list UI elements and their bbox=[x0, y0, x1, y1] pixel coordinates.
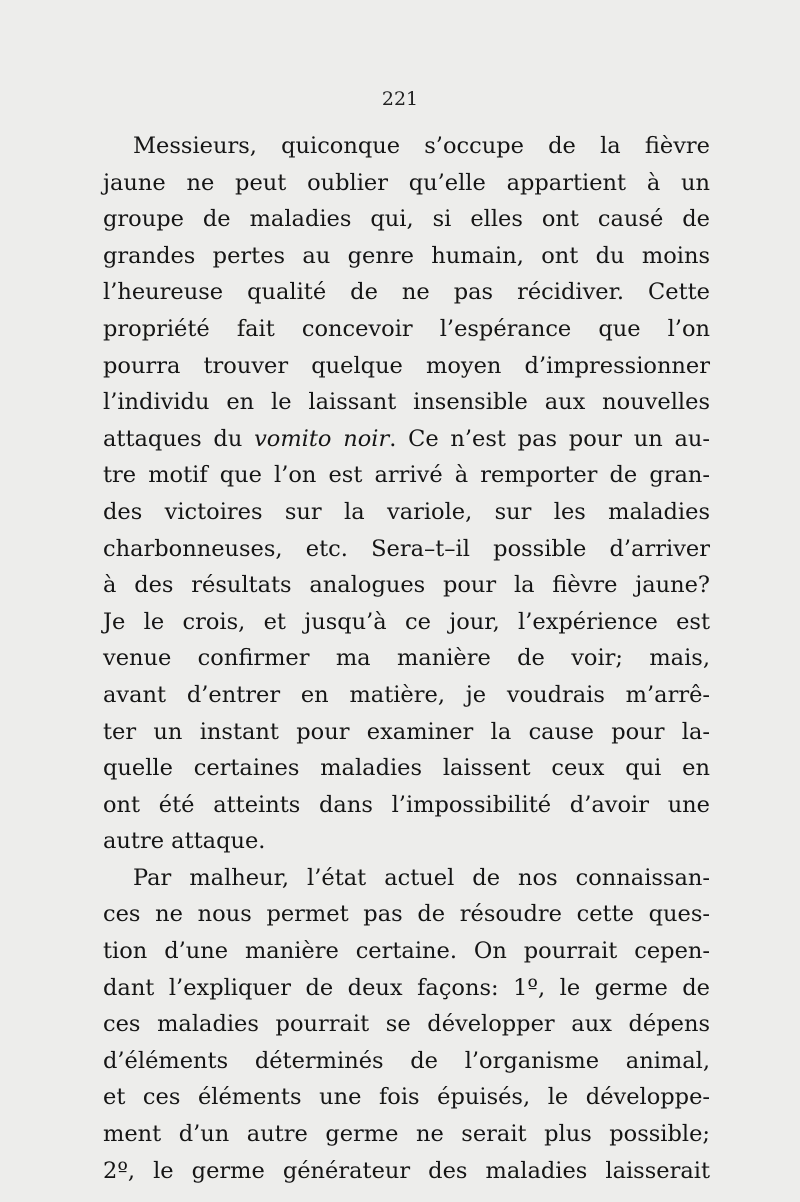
text-line: autre attaque. bbox=[103, 828, 266, 855]
text-line: propriété fait concevoir l’espérance que l’on bbox=[103, 315, 710, 342]
text-line: des victoires sur la variole, sur les maladies bbox=[103, 498, 710, 525]
page-number: 221 bbox=[381, 88, 419, 110]
text-line: l’heureuse qualité de ne pas récidiver. Cette bbox=[103, 279, 710, 306]
body-text bbox=[103, 128, 710, 1189]
text-line: jaune ne peut oublier qu’elle appartient à un bbox=[103, 169, 710, 196]
text-line: pourra trouver quelque moyen d’impressionner bbox=[103, 352, 710, 379]
text-line: groupe de maladies qui, si elles ont causé de bbox=[103, 206, 710, 233]
text-line: grandes pertes au genre humain, ont du moins bbox=[103, 242, 710, 269]
text-line: ont été atteints dans l’impossibilité d’avoir une bbox=[103, 791, 710, 818]
text-line: Par malheur, l’état actuel de nos connaissan- bbox=[133, 864, 710, 891]
text-line: l’individu en le laissant insensible aux nouvelles bbox=[103, 389, 710, 416]
text-line: tre motif que l’on est arrivé à remporter de gran- bbox=[103, 462, 710, 489]
text-line: ment d’un autre germe ne serait plus possible; bbox=[103, 1121, 710, 1148]
text-line: ter un instant pour examiner la cause pour la- bbox=[103, 718, 710, 745]
text-line: ces maladies pourrait se développer aux dépens bbox=[103, 1011, 710, 1038]
text-line: d’éléments déterminés de l’organisme animal, bbox=[103, 1047, 710, 1074]
text-line: tion d’une manière certaine. On pourrait cepen- bbox=[103, 938, 710, 965]
italic-phrase: vomito noir bbox=[254, 425, 390, 452]
text-line: dant l’expliquer de deux façons: 1º, le germe de bbox=[103, 974, 710, 1001]
text-line: Je le crois, et jusqu’à ce jour, l’expérience est bbox=[103, 608, 710, 635]
text-line: Messieurs, quiconque s’occupe de la fièvre bbox=[133, 133, 710, 159]
text-line-with-italic: attaques du vomito noir. Ce n’est pas pour un au- bbox=[103, 425, 710, 452]
text-line: ces ne nous permet pas de résoudre cette ques- bbox=[103, 901, 710, 928]
text-line: et ces éléments une fois épuisés, le développe- bbox=[103, 1084, 710, 1111]
text-line: quelle certaines maladies laissent ceux qui en bbox=[103, 755, 710, 782]
text-line: charbonneuses, etc. Sera–t–il possible d’arriver bbox=[103, 535, 710, 562]
text-line: avant d’entrer en matière, je voudrais m’arrê- bbox=[103, 681, 710, 708]
text-line: à des résultats analogues pour la fièvre jaune? bbox=[103, 572, 710, 599]
text-line: 2º, le germe générateur des maladies laisserait bbox=[103, 1157, 710, 1184]
text-line: venue confirmer ma manière de voir; mais, bbox=[103, 645, 710, 672]
